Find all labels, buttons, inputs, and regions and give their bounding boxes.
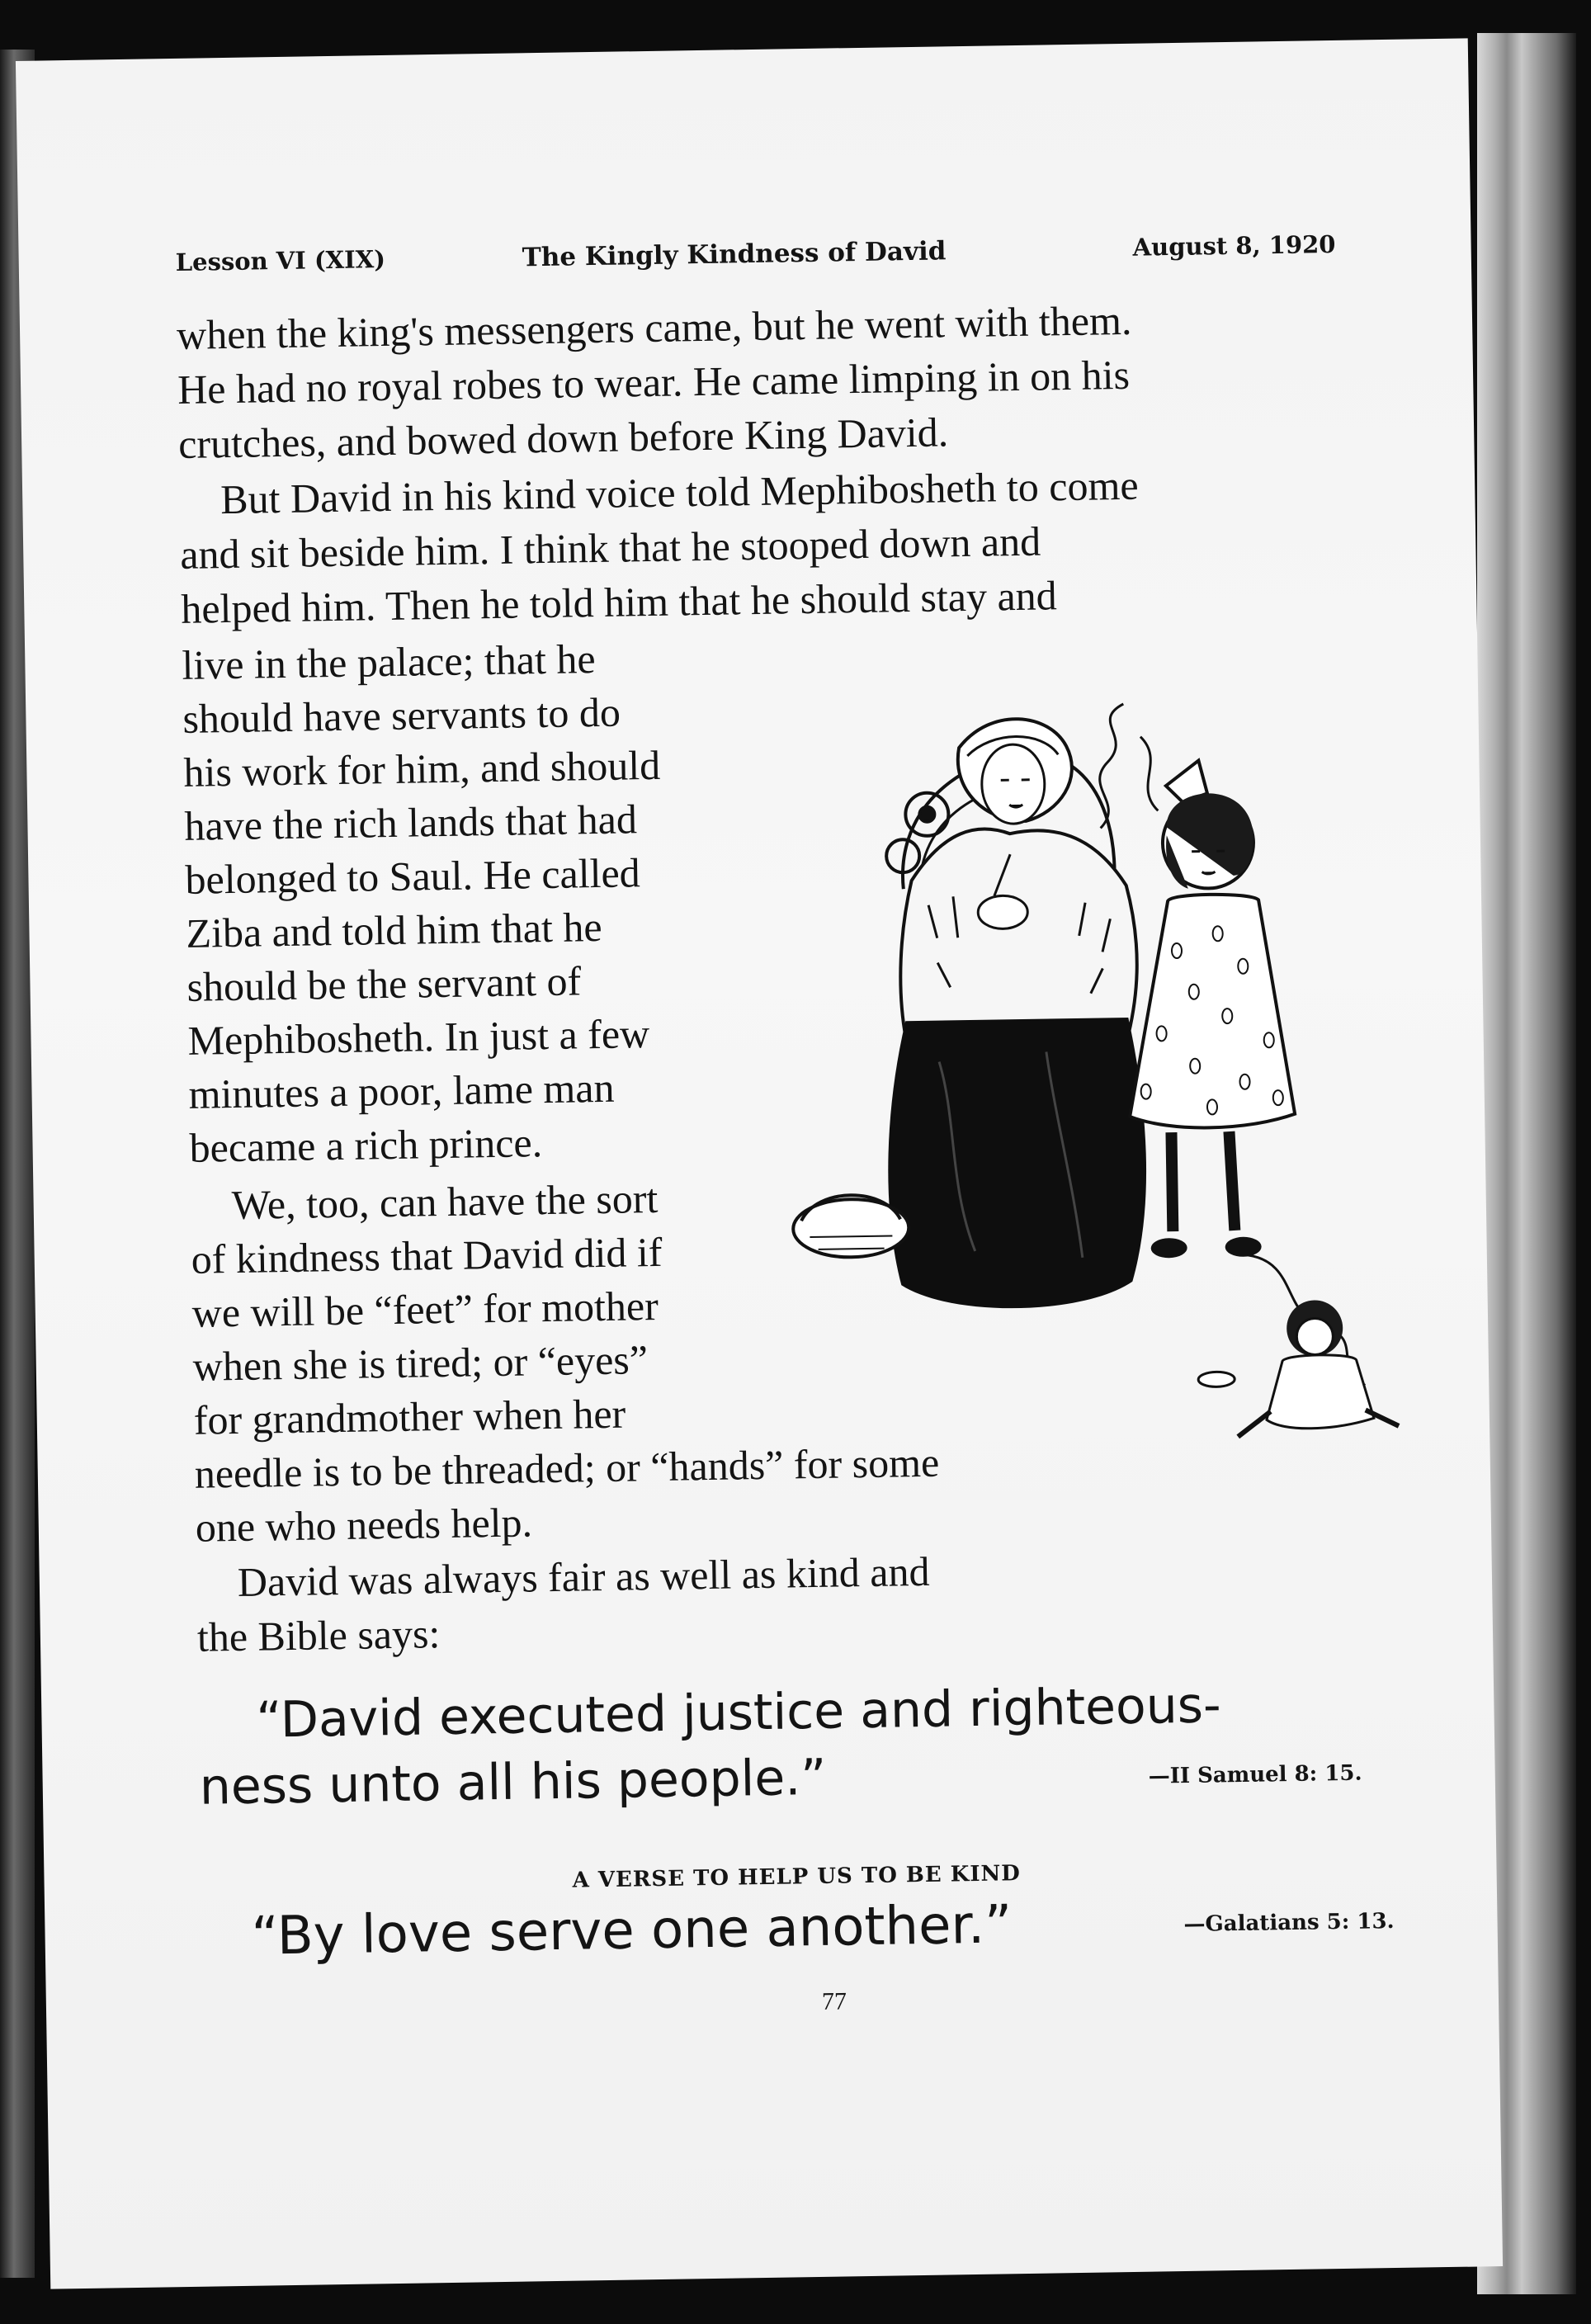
body-line: should have servants to do — [182, 688, 621, 742]
body-line: Ziba and told him that he — [186, 903, 602, 957]
grandmother-and-girl-illustration — [777, 683, 1451, 1600]
body-line: the Bible says: — [196, 1610, 441, 1660]
book-page — [16, 38, 1503, 2289]
body-line: needle is to be threaded; or “hands” for some — [194, 1438, 940, 1497]
body-line: We, too, can have the sort — [231, 1174, 659, 1229]
verse-heading: A VERSE TO HELP US TO BE KIND — [572, 1861, 1022, 1893]
verse-reference: —Galatians 5: 13. — [1183, 1909, 1395, 1938]
body-line: crutches, and bowed down before King David. — [177, 409, 949, 467]
body-line: when the king's messengers came, but he went with them. — [176, 296, 1132, 358]
lesson-date: August 8, 1920 — [1132, 229, 1336, 262]
body-line: for grandmother when her — [193, 1390, 626, 1443]
body-line: minutes a poor, lame man — [188, 1064, 615, 1117]
quote-reference: —II Samuel 8: 15. — [1148, 1760, 1362, 1789]
page-number: 77 — [821, 1987, 847, 2015]
body-line: have the rich lands that had — [184, 796, 638, 849]
lesson-number: Lesson VI (XIX) — [175, 244, 386, 276]
body-line: became a rich prince. — [189, 1119, 543, 1171]
body-line: belonged to Saul. He called — [185, 849, 641, 903]
body-line: one who needs help. — [195, 1499, 533, 1551]
body-line: Mephibosheth. In just a few — [187, 1010, 650, 1064]
body-line: should be the servant of — [186, 957, 582, 1010]
body-line: David was always fair as well as kind and — [237, 1547, 930, 1605]
body-line: when she is tired; or “eyes” — [192, 1336, 649, 1390]
body-line: and sit beside him. I think that he stooped down and — [179, 517, 1041, 578]
body-line: of kindness that David did if — [191, 1228, 663, 1282]
body-line: helped him. Then he told him that he should stay and — [180, 572, 1058, 632]
body-line: we will be “feet” for mother — [191, 1282, 659, 1336]
lesson-title: The Kingly Kindness of David — [522, 236, 947, 273]
body-line: But David in his kind voice told Mephibosheth to come — [220, 461, 1139, 523]
body-line: He had no royal robes to wear. He came limping in on his — [177, 351, 1131, 413]
body-line: his work for him, and should — [183, 741, 661, 796]
memory-verse: “By love serve one another.” — [251, 1894, 1013, 1967]
body-line: live in the palace; that he — [181, 635, 596, 688]
quote-line: ness unto all his people.” — [199, 1748, 827, 1816]
quote-line: “David executed justice and righteous- — [255, 1676, 1222, 1750]
